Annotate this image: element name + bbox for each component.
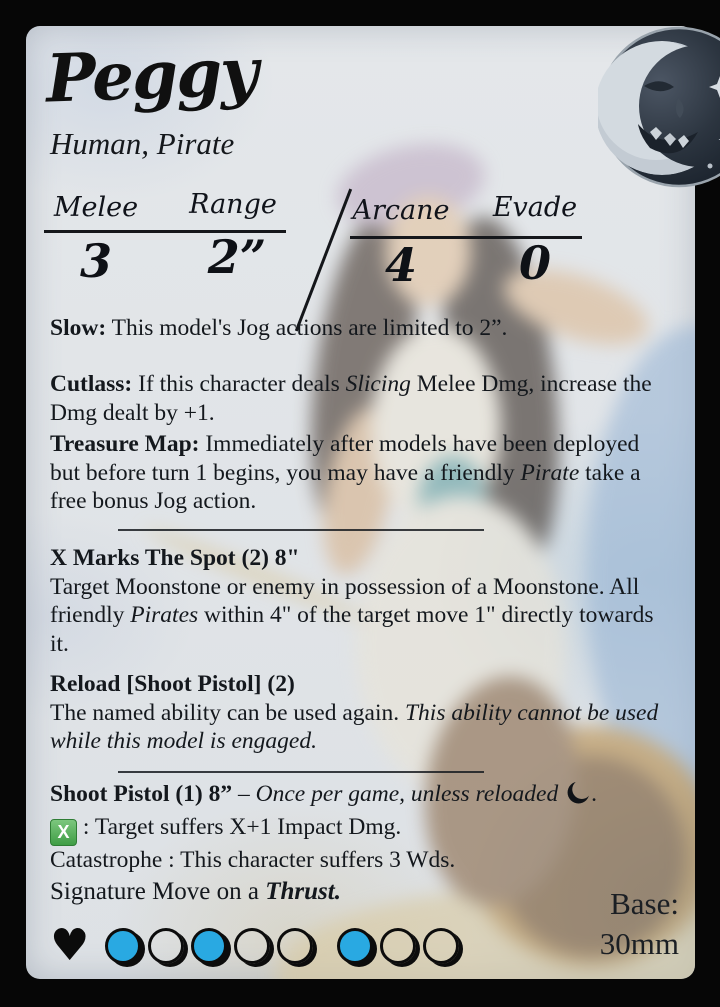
grinning-crescent-moon-icon (598, 26, 720, 188)
wound-circle-empty (423, 928, 459, 964)
ability-name: Shoot Pistol (1) 8” (50, 781, 233, 807)
character-name: Peggy (44, 32, 258, 118)
range-stat-value: 2” (207, 230, 267, 284)
ability-text: within 4" of the target move 1" directly towards it. (50, 602, 654, 657)
wound-circle-empty (380, 928, 416, 964)
wound-circle-filled (105, 928, 141, 964)
signature-text: Signature Move on a (50, 878, 266, 905)
ability-text: take a free bonus Jog action. (50, 459, 641, 514)
ability-text: Target Moonstone or enemy in possession of a Moonstone. All friendly (50, 573, 640, 628)
card-content (26, 26, 695, 979)
base-size (600, 884, 679, 964)
wound-circle-empty (148, 928, 184, 964)
arcane-stat-value: 4 (384, 238, 417, 292)
ability-text: . (591, 781, 597, 807)
ability-cutlass (50, 370, 670, 427)
evade-stat-value: 0 (518, 236, 551, 290)
ability-text: – (232, 781, 256, 807)
ability-treasure-map (50, 430, 670, 516)
section-divider (118, 771, 484, 773)
section-divider (118, 529, 484, 531)
base-label: Base: (610, 886, 679, 921)
ability-text: Melee Dmg, increase the Dmg dealt by +1. (50, 371, 652, 426)
melee-stat-value: 3 (79, 234, 112, 288)
wound-track (50, 916, 466, 976)
ability-x-marks-the-spot (50, 544, 670, 658)
ability-name: Treasure Map: (50, 431, 200, 457)
melee-stat-label: Melee (53, 192, 139, 223)
moon-badge (598, 26, 720, 188)
arcane-stat-label: Arcane (352, 195, 450, 226)
wound-circle-filled (337, 928, 373, 964)
ability-text-italic: Pirate (520, 459, 580, 486)
ability-name: X Marks The Spot (2) 8" (50, 545, 300, 571)
ability-text-italic: This ability cannot be used while this model is engaged. (50, 699, 659, 754)
ability-slow (50, 314, 670, 343)
character-type: Human, Pirate (50, 126, 235, 161)
base-value: 30mm (599, 926, 679, 961)
crescent-moon-icon (566, 780, 591, 813)
character-card (26, 26, 695, 979)
ability-name: Slow: (50, 315, 107, 341)
ability-text: Immediately after models have been deployed but before turn 1 begins, you may have a friendly (50, 431, 640, 486)
wound-circle-filled (191, 928, 227, 964)
ability-text: If this character deals (132, 371, 346, 397)
ability-name: Cutlass: (50, 371, 133, 397)
ability-text-italic: Slicing (345, 371, 411, 397)
ability-text: The named ability can be used again. (50, 699, 405, 726)
wound-circle-empty (234, 928, 270, 964)
ability-text: : Target suffers X+1 Impact Dmg. (77, 813, 402, 840)
ability-name: Reload [Shoot Pistol] (2) (50, 671, 295, 697)
ability-shoot-pistol (50, 780, 670, 874)
wound-track-circles (105, 928, 466, 964)
x-result-chip: X (50, 819, 77, 846)
ability-text: This model's Jog actions are limited to 2”. (106, 315, 508, 341)
wound-circle-empty (277, 928, 313, 964)
heart-icon: ♥ (50, 920, 90, 971)
range-stat-label: Range (189, 189, 277, 220)
ability-text-italic: Pirates (130, 602, 199, 628)
ability-text-italic: Once per game, unless reloaded (255, 781, 565, 807)
evade-stat-label: Evade (492, 192, 578, 223)
signature-move-line (50, 878, 670, 907)
ability-text: Catastrophe : This character suffers 3 Wds. (50, 846, 456, 873)
signature-move-name: Thrust. (265, 878, 341, 905)
ability-reload (50, 670, 670, 756)
